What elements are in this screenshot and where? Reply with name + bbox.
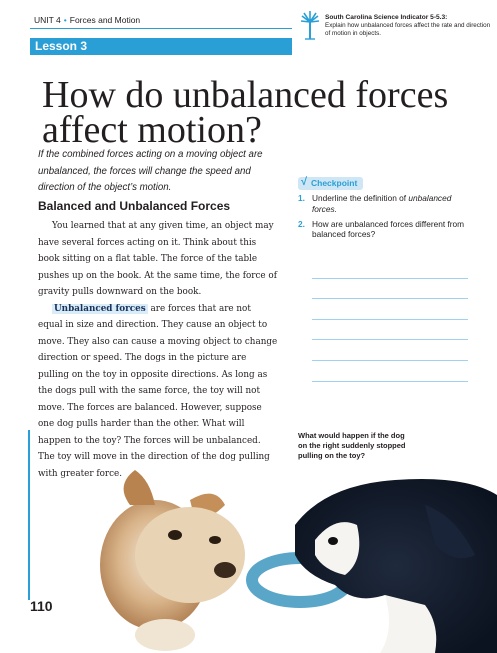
answer-lines[interactable] <box>312 258 468 382</box>
palmetto-icon <box>300 11 320 41</box>
answer-line[interactable] <box>312 340 468 361</box>
puppies-photo <box>95 445 497 653</box>
item-text: How are unbalanced forces different from balanced forces? <box>312 218 465 240</box>
vocab-term: Unbalanced forces <box>54 303 146 314</box>
bullet-separator: • <box>63 15 67 25</box>
photo-question: What would happen if the dog on the right suddenly stopped pulling on the toy? <box>298 431 406 460</box>
page-number: 110 <box>30 598 53 614</box>
margin-rule <box>28 430 30 600</box>
lesson-banner <box>30 38 292 55</box>
standards-indicator <box>300 8 495 56</box>
unit-topic: Forces and Motion <box>69 15 141 25</box>
checkpoint-item <box>298 193 473 215</box>
paragraph-1: You learned that at any given time, an object may have several forces acting on it. Think about this book sitting on a flat table. The force of the table pushes up on the book. At the same time, the force of gravity pulls downward on the book. <box>38 221 277 297</box>
item-number: 1. <box>298 193 305 203</box>
checkmark-icon: √ <box>301 176 308 188</box>
answer-line[interactable] <box>312 279 468 300</box>
body-text <box>38 218 278 482</box>
page-title: How do unbalanced forces affect motion? <box>42 74 449 151</box>
lesson-label: Lesson 3 <box>35 39 88 53</box>
paragraph-2-text: are forces that are not equal in size and direction. They cause an object to move. They also can cause a moving object to change direction or speed. The dogs in the picture are pulling on the toy in opposite directions. As long as the dogs pull with the same force, the toy will not move. The forces are balanced. However, suppose one dog pulls harder than the other. What will happen to the toy? The forces will be unbalanced. The toy will move in the direction of the dog pulling with greater force. <box>38 303 278 479</box>
checkpoint-item <box>298 219 473 241</box>
unit-label: UNIT 4 <box>34 15 61 25</box>
checkpoint-list <box>298 193 473 244</box>
checkpoint-label: Checkpoint <box>311 178 358 188</box>
item-text: Underline the definition of <box>312 193 409 203</box>
answer-line[interactable] <box>312 361 468 382</box>
indicator-text: Explain how unbalanced forces affect the rate and direction of motion in objects. <box>325 22 491 37</box>
item-emphasis: unbalanced forces. <box>312 193 452 214</box>
intro-paragraph: If the combined forces acting on a moving object are unbalanced, the forces will change the speed and direction of the object’s motion. <box>38 149 263 193</box>
section-heading: Balanced and Unbalanced Forces <box>38 199 231 213</box>
header-rule <box>30 28 292 29</box>
answer-line[interactable] <box>312 299 468 320</box>
item-number: 2. <box>298 218 305 229</box>
unit-breadcrumb <box>34 15 140 25</box>
checkpoint-tag <box>298 177 363 190</box>
indicator-title: South Carolina Science Indicator 5-5.3: <box>325 14 448 21</box>
answer-line[interactable] <box>312 258 468 279</box>
answer-line[interactable] <box>312 320 468 341</box>
